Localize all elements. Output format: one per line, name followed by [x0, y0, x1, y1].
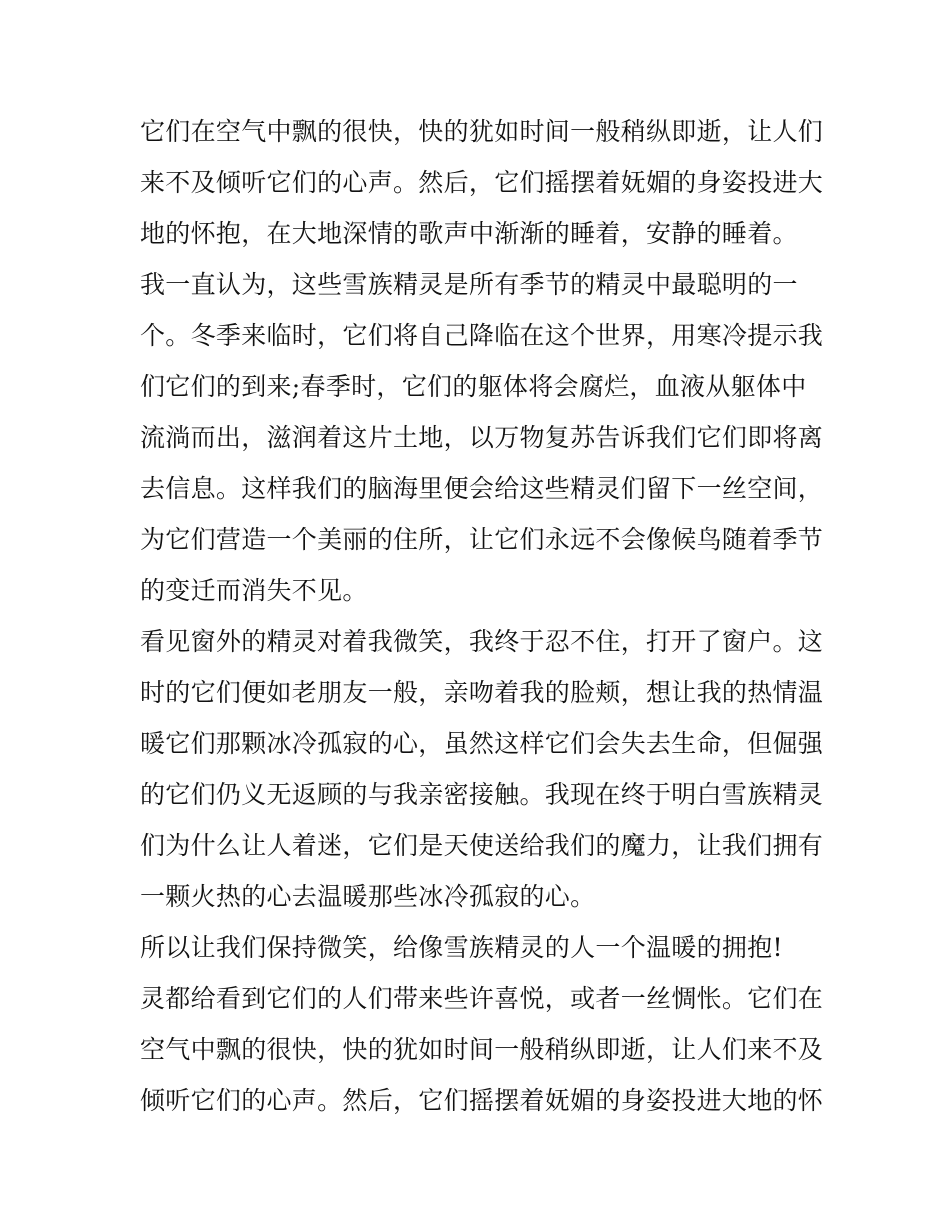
- text-line: 灵都给看到它们的人们带来些许喜悦，或者一丝惆怅。它们在: [140, 984, 824, 1013]
- text-line: 暖它们那颗冰冷孤寂的心，虽然这样它们会失去生命，但倔强: [140, 729, 824, 758]
- document-body: [140, 106, 824, 1126]
- text-line: 为它们营造一个美丽的住所，让它们永远不会像候鸟随着季节: [140, 525, 824, 554]
- text-line: 流淌而出，滋润着这片土地，以万物复苏告诉我们它们即将离: [140, 423, 824, 452]
- text-line: 它们在空气中飘的很快，快的犹如时间一般稍纵即逝，让人们: [140, 117, 824, 146]
- text-line: 所以让我们保持微笑，给像雪族精灵的人一个温暖的拥抱!: [140, 933, 783, 962]
- text-line: 的它们仍义无返顾的与我亲密接触。我现在终于明白雪族精灵: [140, 780, 824, 809]
- text-line: 空气中飘的很快，快的犹如时间一般稍纵即逝，让人们来不及: [140, 1035, 824, 1064]
- text-line: 我一直认为，这些雪族精灵是所有季节的精灵中最聪明的一: [140, 270, 798, 299]
- text-line: 看见窗外的精灵对着我微笑，我终于忍不住，打开了窗户。这: [140, 627, 824, 656]
- text-line: 时的它们便如老朋友一般，亲吻着我的脸颊，想让我的热情温: [140, 678, 824, 707]
- text-line: 地的怀抱，在大地深情的歌声中渐渐的睡着，安静的睡着。: [140, 219, 798, 248]
- text-line: 倾听它们的心声。然后，它们摇摆着妩媚的身姿投进大地的怀: [140, 1086, 824, 1115]
- text-line: 一颗火热的心去温暖那些冰冷孤寂的心。: [140, 882, 596, 911]
- text-line: 去信息。这样我们的脑海里便会给这些精灵们留下一丝空间，: [140, 474, 824, 503]
- text-line: 个。冬季来临时，它们将自己降临在这个世界，用寒冷提示我: [140, 321, 824, 350]
- text-line: 来不及倾听它们的心声。然后，它们摇摆着妩媚的身姿投进大: [140, 168, 824, 197]
- text-line: 的变迁而消失不见。: [140, 576, 368, 605]
- text-line: 们为什么让人着迷，它们是天使送给我们的魔力，让我们拥有: [140, 831, 824, 860]
- text-line: 们它们的到来;春季时，它们的躯体将会腐烂，血液从躯体中: [140, 372, 807, 401]
